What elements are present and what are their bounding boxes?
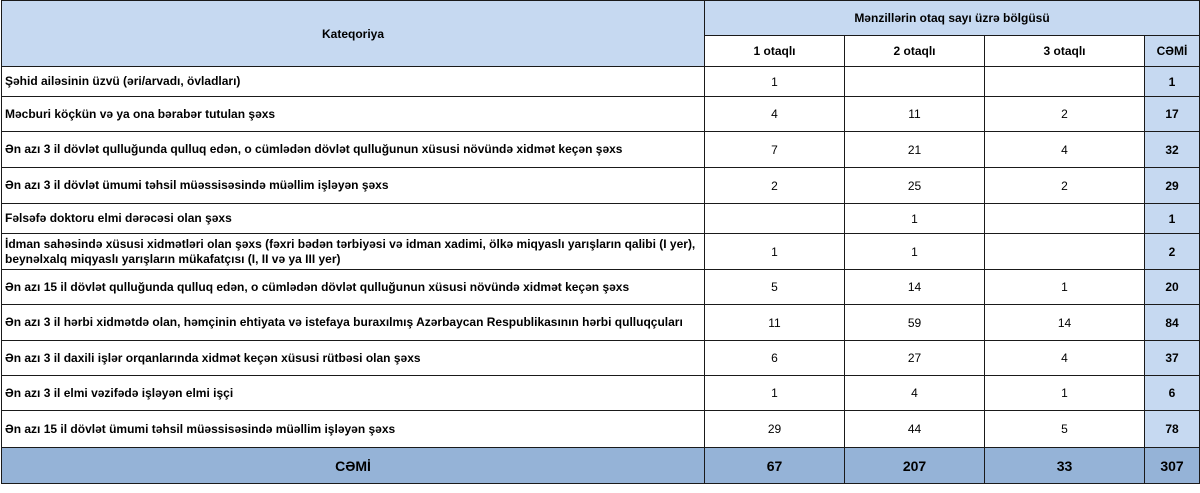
row-total: 32: [1145, 132, 1200, 168]
row-category: Ən azı 15 il dövlət ümumi təhsil müəssisəsində müəllim işləyən şəxs: [2, 411, 705, 448]
row-2-room-count: 1: [845, 234, 985, 270]
table-row: [2, 270, 1200, 305]
row-category: Şəhid ailəsinin üzvü (əri/arvadı, övladları): [2, 67, 705, 97]
row-category: Ən azı 3 il daxili işlər orqanlarında xidmət keçən xüsusi rütbəsi olan şəxs: [2, 341, 705, 376]
row-1-room-count: 1: [705, 67, 845, 97]
row-2-room-count: 14: [845, 270, 985, 305]
col-total-header: CƏMİ: [1145, 36, 1200, 67]
row-3-room-count: 14: [985, 305, 1145, 341]
table-row: [2, 132, 1200, 168]
row-1-room-count: 1: [705, 376, 845, 411]
row-3-room-count: 1: [985, 270, 1145, 305]
row-1-room-count: 6: [705, 341, 845, 376]
row-2-room-count: 4: [845, 376, 985, 411]
footer-total-2-room: 207: [845, 448, 985, 484]
row-3-room-count: 5: [985, 411, 1145, 448]
row-1-room-count: [705, 204, 845, 234]
row-category: Ən azı 3 il hərbi xidmətdə olan, həmçinin ehtiyata və istefaya buraxılmış Azərbaycan Respublikasının hərbi qulluqçuları: [2, 305, 705, 341]
row-total: 17: [1145, 97, 1200, 132]
footer-total-3-room: 33: [985, 448, 1145, 484]
room-distribution-header: Mənzillərin otaq sayı üzrə bölgüsü: [705, 1, 1200, 36]
row-3-room-count: 4: [985, 132, 1145, 168]
row-total: 20: [1145, 270, 1200, 305]
row-2-room-count: 21: [845, 132, 985, 168]
col-1-room-header: 1 otaqlı: [705, 36, 845, 67]
row-2-room-count: 1: [845, 204, 985, 234]
table-row: [2, 204, 1200, 234]
table-row: [2, 168, 1200, 204]
footer-total-row: [2, 448, 1200, 484]
row-1-room-count: 29: [705, 411, 845, 448]
row-total: 78: [1145, 411, 1200, 448]
row-3-room-count: [985, 204, 1145, 234]
row-2-room-count: [845, 67, 985, 97]
table-row: [2, 97, 1200, 132]
table-row: [2, 67, 1200, 97]
row-2-room-count: 44: [845, 411, 985, 448]
row-1-room-count: 2: [705, 168, 845, 204]
row-1-room-count: 5: [705, 270, 845, 305]
row-3-room-count: 1: [985, 376, 1145, 411]
row-category: Ən azı 3 il dövlət qulluğunda qulluq edən, o cümlədən dövlət qulluğunun xüsusi növündə xidmət keçən şəxs: [2, 132, 705, 168]
row-total: 6: [1145, 376, 1200, 411]
table-row: [2, 376, 1200, 411]
row-3-room-count: [985, 67, 1145, 97]
header-row-top: [2, 1, 1200, 36]
col-3-room-header: 3 otaqlı: [985, 36, 1145, 67]
row-3-room-count: 2: [985, 97, 1145, 132]
row-total: 1: [1145, 67, 1200, 97]
row-total: 29: [1145, 168, 1200, 204]
row-1-room-count: 11: [705, 305, 845, 341]
housing-distribution-table: [1, 0, 1200, 484]
row-1-room-count: 4: [705, 97, 845, 132]
row-2-room-count: 27: [845, 341, 985, 376]
category-header: Kateqoriya: [2, 1, 705, 67]
table-row: [2, 305, 1200, 341]
row-total: 1: [1145, 204, 1200, 234]
row-3-room-count: 2: [985, 168, 1145, 204]
row-3-room-count: [985, 234, 1145, 270]
row-2-room-count: 11: [845, 97, 985, 132]
footer-label: CƏMİ: [2, 448, 705, 484]
row-total: 2: [1145, 234, 1200, 270]
row-total: 84: [1145, 305, 1200, 341]
table-row: [2, 341, 1200, 376]
row-3-room-count: 4: [985, 341, 1145, 376]
footer-grand-total: 307: [1145, 448, 1200, 484]
row-category: Ən azı 3 il dövlət ümumi təhsil müəssisəsində müəllim işləyən şəxs: [2, 168, 705, 204]
footer-total-1-room: 67: [705, 448, 845, 484]
row-1-room-count: 1: [705, 234, 845, 270]
row-total: 37: [1145, 341, 1200, 376]
row-1-room-count: 7: [705, 132, 845, 168]
row-category: Fəlsəfə doktoru elmi dərəcəsi olan şəxs: [2, 204, 705, 234]
table-row: [2, 234, 1200, 270]
col-2-room-header: 2 otaqlı: [845, 36, 985, 67]
row-2-room-count: 59: [845, 305, 985, 341]
row-category: İdman sahəsində xüsusi xidmətləri olan şəxs (fəxri bədən tərbiyəsi və idman xadimi, ölkə miqyaslı yarışların qalibi (I yer), beynəlxalq miqyaslı yarışların mükafatçısı (I, II və ya III yer): [2, 234, 705, 270]
table-row: [2, 411, 1200, 448]
row-2-room-count: 25: [845, 168, 985, 204]
row-category: Ən azı 15 il dövlət qulluğunda qulluq edən, o cümlədən dövlət qulluğunun xüsusi növündə xidmət keçən şəxs: [2, 270, 705, 305]
row-category: Ən azı 3 il elmi vəzifədə işləyən elmi işçi: [2, 376, 705, 411]
table-body: [2, 67, 1200, 448]
row-category: Məcburi köçkün və ya ona bərabər tutulan şəxs: [2, 97, 705, 132]
